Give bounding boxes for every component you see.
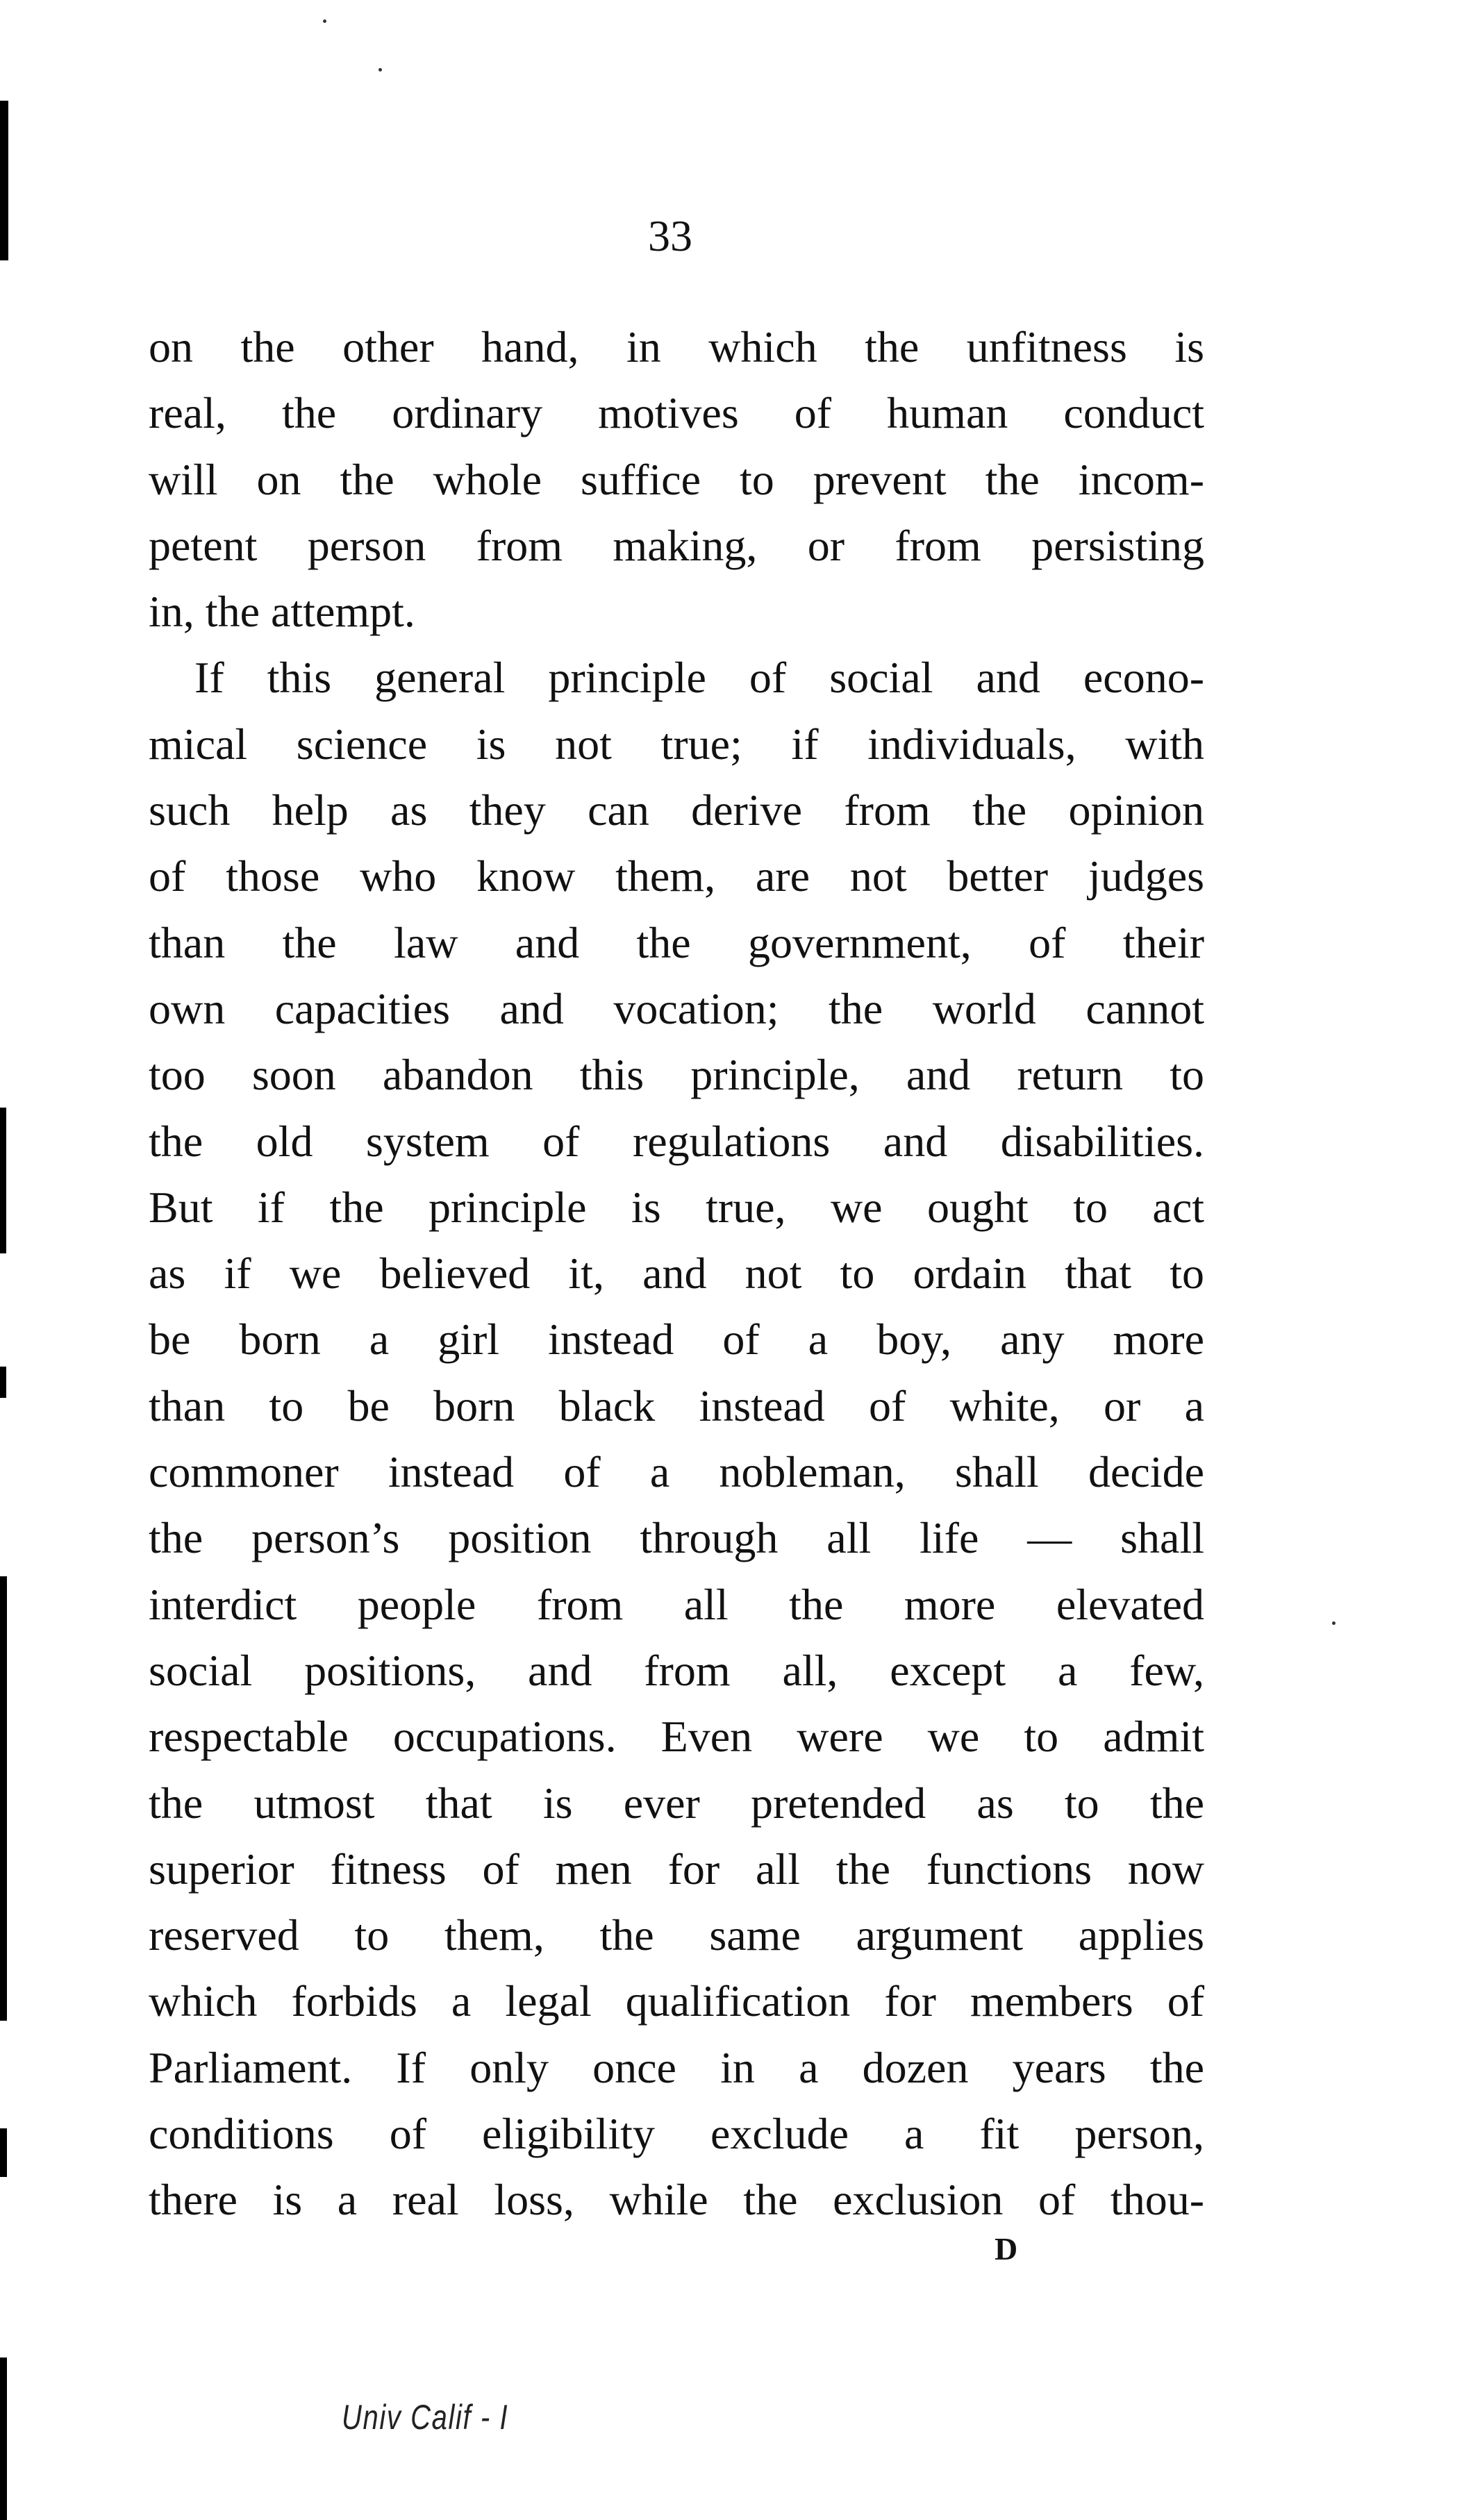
text-line: the person’s position through all life — shall [149, 1513, 1204, 1563]
body-text [149, 314, 1204, 2233]
text-line: such help as they can derive from the opinion [149, 785, 1204, 835]
text-line: which forbids a legal qualification for members of [149, 1976, 1204, 2026]
text-line: mical science is not true; if individuals, with [149, 719, 1204, 769]
scan-speck [379, 68, 382, 72]
text-line: the utmost that is ever pretended as to the [149, 1778, 1204, 1828]
text-line: interdict people from all the more elevated [149, 1579, 1204, 1629]
text-line: than the law and the government, of their [149, 917, 1204, 967]
text-line: commoner instead of a nobleman, shall decide [149, 1447, 1204, 1497]
text-line: of those who know them, are not better judges [149, 851, 1204, 901]
scan-edge-mark [0, 1367, 6, 1398]
text-line: If this general principle of social and econo- [194, 653, 1204, 703]
text-line: own capacities and vocation; the world cannot [149, 983, 1204, 1033]
scan-edge-mark [0, 2358, 7, 2520]
text-line: reserved to them, the same argument applies [149, 1910, 1204, 1960]
text-line: social positions, and from all, except a few, [149, 1645, 1204, 1695]
text-line: too soon abandon this principle, and return to [149, 1050, 1204, 1100]
text-line: conditions of eligibility exclude a fit person, [149, 2109, 1204, 2159]
scan-speck [1332, 1621, 1336, 1625]
page-number: 33 [648, 211, 692, 260]
text-line: will on the whole suffice to prevent the incom- [149, 454, 1204, 504]
text-line: be born a girl instead of a boy, any more [149, 1315, 1204, 1365]
text-line: than to be born black instead of white, or a [149, 1380, 1204, 1430]
text-line: on the other hand, in which the unfitness is [149, 322, 1204, 372]
scan-speck [323, 19, 326, 23]
text-line: Parliament. If only once in a dozen years the [149, 2042, 1204, 2092]
scan-edge-mark [0, 1576, 7, 2021]
text-line: petent person from making, or from persisting [149, 520, 1204, 570]
text-line: But if the principle is true, we ought to act [149, 1182, 1204, 1232]
scan-edge-mark [0, 1108, 6, 1253]
text-line: respectable occupations. Even were we to admit [149, 1712, 1204, 1762]
text-line: superior fitness of men for all the functions now [149, 1844, 1204, 1894]
text-line: the old system of regulations and disabilities. [149, 1116, 1204, 1166]
text-line: as if we believed it, and not to ordain that to [149, 1249, 1204, 1299]
signature-mark: D [995, 2231, 1018, 2267]
text-line: there is a real loss, while the exclusion of thou- [149, 2175, 1204, 2225]
library-stamp: Univ Calif - I [342, 2398, 509, 2437]
scan-edge-mark [0, 2128, 7, 2177]
text-line: in, the attempt. [149, 587, 415, 637]
text-line: real, the ordinary motives of human conduct [149, 388, 1204, 438]
